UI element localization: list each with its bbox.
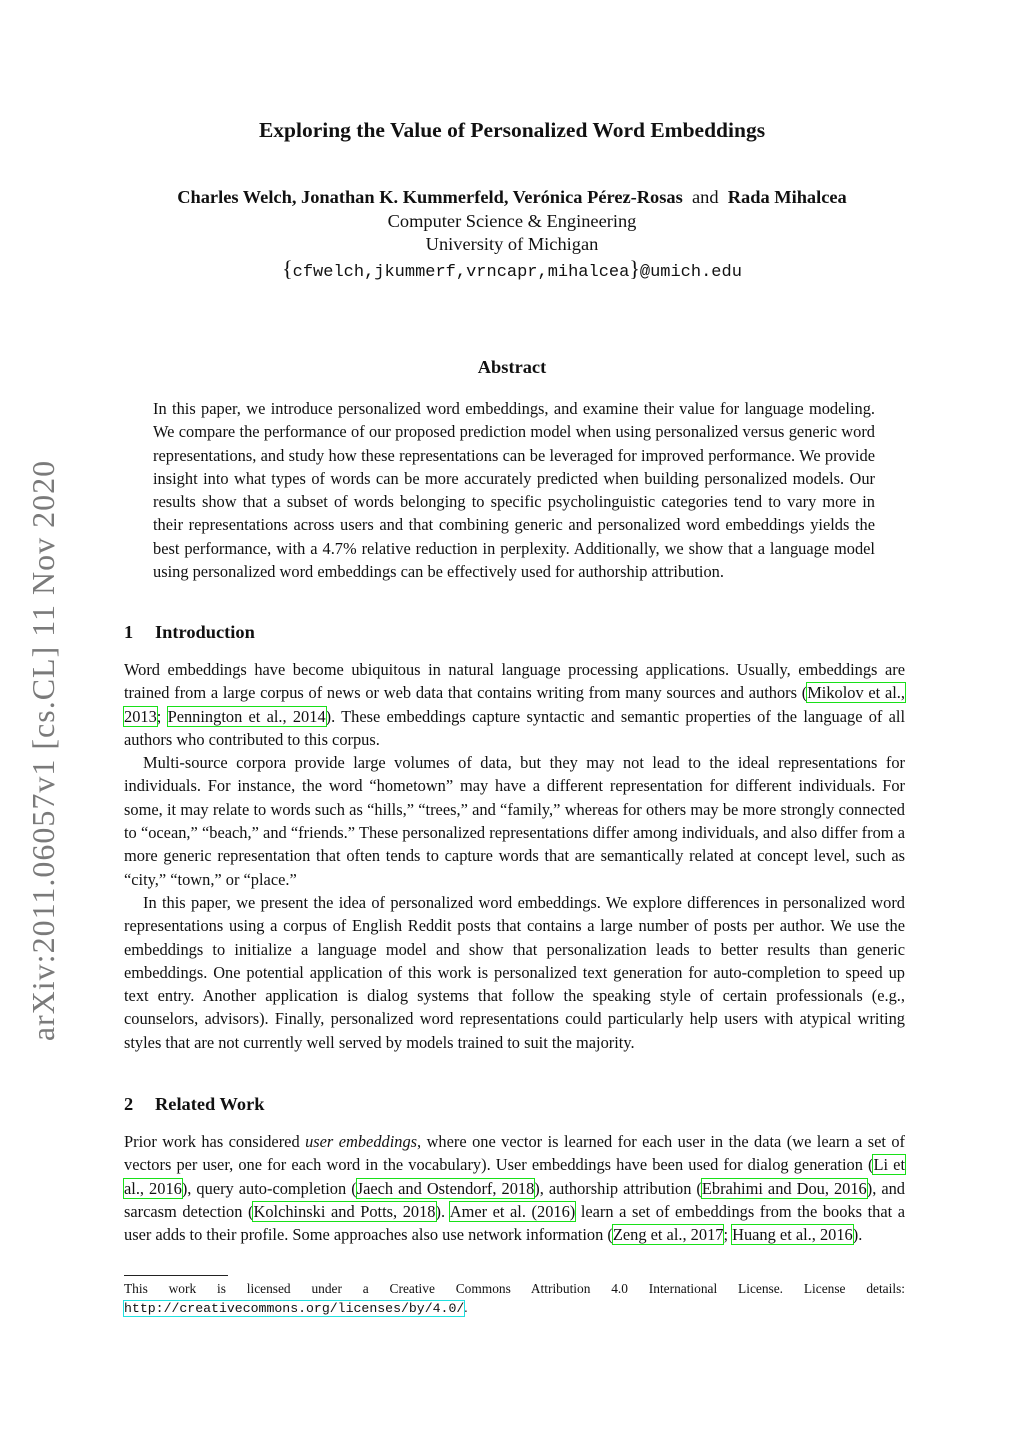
citation-separator: ; [156, 706, 168, 726]
email-brace-open: { [282, 255, 293, 281]
arxiv-identifier-stamp [16, 445, 72, 1055]
related-emphasis-user-embeddings: user embeddings [305, 1132, 418, 1151]
section-title: Introduction [155, 622, 255, 642]
citation-link-li[interactable]: Li et al., 2016 [124, 1155, 905, 1198]
related-text-2: , where one vector is learned for each user in the data (we learn a set of vectors per user, one for each word in the vocabulary). User embeddings have been used for dialog generation ( [124, 1132, 905, 1175]
citation-link-zeng[interactable]: Zeng et al., 2017 [612, 1225, 724, 1245]
email-users: cfwelch,jkummerf,vrncapr,mihalcea [292, 262, 630, 282]
related-work-body [124, 1130, 905, 1246]
footnote-text: This work is licensed under a Creative Commons Attribution 4.0 International License. License details: [124, 1281, 905, 1296]
author-names [0, 186, 1024, 210]
intro-paragraph-2: Multi-source corpora provide large volumes of data, but they may not lead to the ideal representations for individuals. For instance, the word “hometown” may have a different representation for different individuals. For some, it may relate to words such as “hills,” “trees,” and “family,” whereas for others may be more strongly connected to “ocean,” “beach,” and “friends.” These personalized representations differ among individuals, and also differ from a more generic representation that often tends to capture words that are semantically related at concept level, such as “city,” “town,” or “place.” [124, 753, 905, 889]
section-number: 2 [124, 1094, 134, 1114]
related-text-8: ). [852, 1225, 863, 1245]
intro-p1-text-b: ). These embeddings capture syntactic and semantic properties of the language of all authors who contributed to this corpus. [124, 706, 906, 749]
email-brace-close: } [629, 255, 640, 281]
citation-link-amer[interactable]: Amer et al. (2016) [449, 1201, 576, 1221]
related-text-5: ), and sarcasm detection ( [124, 1178, 906, 1221]
section-heading-introduction [124, 622, 255, 643]
footnote-divider [124, 1275, 228, 1276]
author-block [0, 186, 1024, 284]
arxiv-identifier-text: arXiv:2011.06057v1 [cs.CL] 11 Nov 2020 [25, 459, 62, 1041]
section-title: Related Work [155, 1094, 265, 1114]
author-university: University of Michigan [425, 234, 599, 254]
author-names-main: Charles Welch, Jonathan K. Kummerfeld, Verónica Pérez-Rosas [177, 187, 683, 207]
author-department: Computer Science & Engineering [387, 210, 637, 231]
related-text-1: Prior work has considered [124, 1132, 306, 1151]
related-text-7: learn a set of embeddings from the books that a user adds to their profile. Some approaches also use network information ( [124, 1201, 906, 1245]
citation-link-ebrahimi[interactable]: Ebrahimi and Dou, 2016 [701, 1178, 867, 1198]
citation-link-jaech[interactable]: Jaech and Ostendorf, 2018 [356, 1178, 535, 1198]
footnote-end: . [464, 1299, 468, 1315]
citation-link-pennington[interactable]: Pennington et al., 2014 [167, 706, 326, 726]
paper-title: Exploring the Value of Personalized Word Embeddings [258, 118, 766, 142]
intro-paragraph-1 [124, 658, 905, 751]
citation-link-kolchinski[interactable]: Kolchinski and Potts, 2018 [253, 1201, 436, 1221]
related-text-6: ). [435, 1201, 450, 1221]
intro-p1-text-a: Word embeddings have become ubiquitous in natural language processing applications. Usually, embeddings are trained from a large corpus of news or web data that contains writing from many sources and authors ( [124, 660, 905, 703]
citation-link-mikolov[interactable]: Mikolov et al., 2013 [124, 683, 905, 726]
intro-paragraph-3: In this paper, we present the idea of personalized word embeddings. We explore differences in personalized word representations using a corpus of English Reddit posts that contains a large number of posts per author. We use the embeddings to initialize a language model and show that personalization leads to better results than generic embeddings. One potential application of this work is personalized text generation for auto-completion to speed up text entry. Another application is dialog systems that follow the speaking style of certain professionals (e.g., counselors, advisors). Finally, personalized word representations could particularly help users with atypical writing styles that are not currently well served by models trained to suit the majority. [124, 892, 905, 1052]
section-number: 1 [124, 622, 134, 642]
license-url-link[interactable]: http://creativecommons.org/licenses/by/4.0/ [124, 1300, 465, 1316]
abstract-text: In this paper, we introduce personalized word embeddings, and examine their value for language modeling. We compare the performance of our proposed prediction model when using personalized versus generic word representations, and study how these representations can be leveraged for improved performance. We provide insight into what types of words can be more accurately predicted when building personalized models. Our results show that a subset of words belonging to specific psycholinguistic categories tend to vary more in their representations across users and that combining generic and personalized word embeddings yields the best performance, with a 4.7% relative reduction in perplexity. Additionally, we show that a language model using personalized word embeddings can be effectively used for authorship attribution. [153, 399, 875, 582]
license-footnote [124, 1280, 905, 1318]
introduction-body [124, 658, 905, 1054]
related-text-4: ), authorship attribution ( [534, 1178, 702, 1198]
author-name-last: Rada Mihalcea [727, 187, 847, 207]
citation-separator: ; [723, 1225, 733, 1245]
email-domain: @umich.edu [639, 262, 742, 282]
section-heading-related-work [124, 1094, 265, 1115]
related-paragraph-1 [124, 1130, 905, 1246]
citation-link-huang[interactable]: Huang et al., 2016 [732, 1225, 853, 1245]
author-and-word: and [691, 187, 719, 207]
related-text-3: ), query auto-completion ( [181, 1178, 357, 1198]
abstract-heading: Abstract [477, 357, 547, 377]
author-emails [0, 257, 1024, 285]
